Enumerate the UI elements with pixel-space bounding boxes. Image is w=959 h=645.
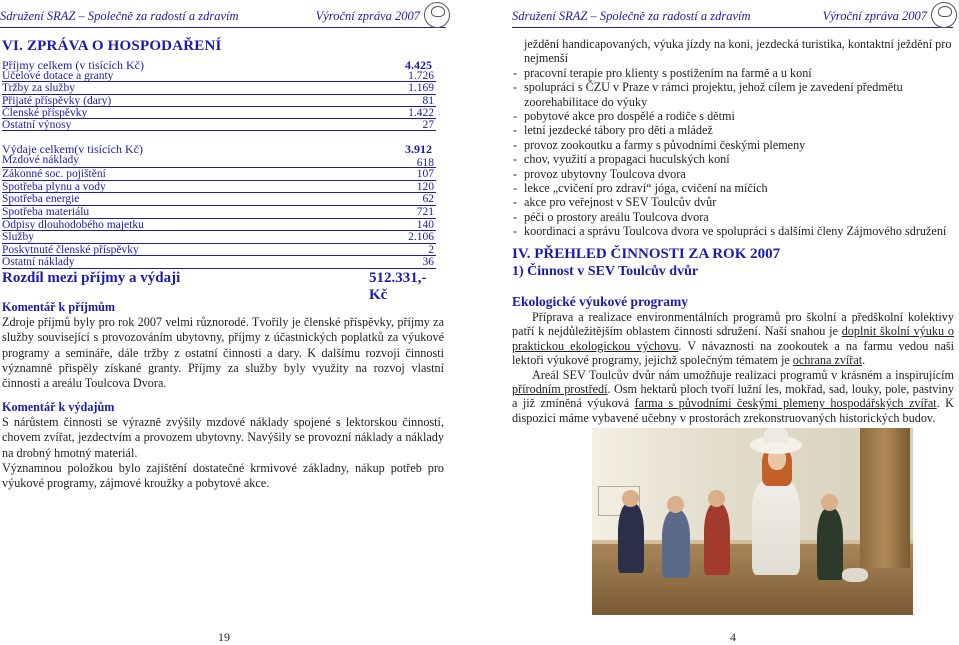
eko-programs-text — [512, 310, 954, 425]
income-total-value: 4.425 — [405, 58, 432, 72]
header-report: Výroční zpráva 2007 — [315, 9, 420, 23]
section-title: IV. PŘEHLED ČINNOSTI ZA ROK 2007 — [512, 246, 781, 262]
header-org: Sdružení SRAZ – Společně za radostí a zdravím — [0, 9, 239, 23]
page-header — [0, 6, 446, 28]
income-table — [2, 58, 436, 131]
list-item: - chov, využití a propagaci huculských koní — [512, 152, 954, 166]
sraz-logo — [424, 2, 450, 28]
difference-row — [2, 270, 442, 303]
table-row: Tržby za služby 1.169 — [2, 82, 434, 95]
expense-table — [2, 142, 436, 269]
table-row: Zákonné soc. pojištění 107 — [2, 168, 434, 181]
classroom-photo — [592, 428, 913, 615]
left-page — [0, 0, 480, 642]
list-item: - péči o prostory areálu Toulcova dvora — [512, 210, 954, 224]
income-comment-block — [2, 300, 444, 391]
income-comment-title: Komentář k příjmům — [2, 300, 116, 314]
table-row: Spotřeba energie 62 — [2, 193, 434, 206]
list-item: - provoz ubytovny Toulcova dvora — [512, 167, 954, 181]
paragraph-1: Příprava a realizace environmentálních programů pro školní a předškolní kolektivy patří k nejdůležitějším oblastem činnosti sdružení. Naší snahou je doplnit školní výuku o praktickou ekologickou výchovu. V návaznosti na zookoutek a na farmu vedou naši lektoři výukové programy, jejichž společným tématem je ochrana zvířat. — [512, 310, 954, 368]
section-title: VI. ZPRÁVA O HOSPODAŘENÍ — [2, 38, 222, 54]
list-item: - akce pro veřejnost v SEV Toulcův dvůr — [512, 195, 954, 209]
list-item: - lekce „cvičení pro zdraví“ jóga, cvičení na míčích — [512, 181, 954, 195]
expense-comment-1: S nárůstem činnosti se výrazně zvýšily mzdové náklady spojené s lektorskou činností, chovem zvířat, jezdectvím a provozem ubytovny. Navýšily se provozní náklady a náklady na drobný hmotný materiál. — [2, 415, 444, 460]
income-total-label: Příjmy celkem (v tisících Kč) — [2, 58, 144, 72]
table-row: Poskytnuté členské příspěvky 2 — [2, 243, 434, 256]
header-org: Sdružení SRAZ – Společně za radostí a zdravím — [512, 9, 751, 23]
income-comment: Zdroje příjmů byly pro rok 2007 velmi různorodé. Tvořily je členské příspěvky, příjmy za služby související s provozováním ubytovny, příjmy z účastnických poplatků za výukové programy a semináře, dále tržby z ostatní činnosti a dary. K dalšímu rozvoji činnosti významně přispěly získané granty. Příjmy za služby byly využity na rozvoj vlastní činnosti a areálu Toulcova Dvora. — [2, 315, 444, 391]
activity-list — [512, 37, 954, 239]
table-row: Mzdové náklady 618 — [2, 154, 434, 170]
difference-value: 512.331,- Kč — [369, 270, 427, 303]
table-row: Odpisy dlouhodobého majetku 140 — [2, 218, 434, 231]
subsection-title: 1) Činnost v SEV Toulcův dvůr — [512, 264, 699, 279]
list-item: - provoz zookoutku a farmy s původními českými plemeny — [512, 138, 954, 152]
expense-comment-2: Významnou položkou bylo zajištění dostatečné krmivové základny, nákup potřeb pro výukové programy, zájmové kroužky a pobytové akce. — [2, 460, 444, 491]
difference-label: Rozdíl mezi příjmy a výdaji — [2, 270, 181, 286]
eko-programs-title: Ekologické výukové programy — [512, 294, 689, 309]
page-number: 4 — [730, 630, 736, 644]
expense-comment-block — [2, 400, 444, 491]
page-header — [512, 6, 953, 28]
income-total-row — [2, 58, 436, 70]
table-row: Spotřeba plynu a vody 120 — [2, 180, 434, 193]
list-item: - letní jezdecké tábory pro děti a mládež — [512, 123, 954, 137]
list-item: - pobytové akce pro dospělé a rodiče s dětmi — [512, 109, 954, 123]
paragraph-2: Areál SEV Toulcův dvůr nám umožňuje realizaci programů v krásném a inspirujícím přírodním prostředí. Osm hektarů ploch tvoří lužní les, mokřad, sad, louky, pole, pastviny a již zmíněná výuková farma s původními českými plemeny hospodářských zvířat. K dispozici máme vybavené učebny v prostorách zrekonstruovaných historických budov. — [512, 367, 954, 425]
table-row: Přijaté příspěvky (dary) 81 — [2, 94, 434, 107]
list-item: ježdění handicapovaných, výuka jízdy na koni, jezdecká turistika, kontaktní ježdění pro nejmenší — [524, 37, 952, 66]
header-report: Výroční zpráva 2007 — [822, 9, 927, 23]
table-row: Služby 2.106 — [2, 231, 434, 244]
table-row: Členské příspěvky 1.422 — [2, 106, 434, 119]
expense-comment-title: Komentář k výdajům — [2, 400, 115, 414]
sraz-logo — [931, 2, 957, 28]
table-row: Účelové dotace a granty 1.726 — [2, 70, 434, 83]
page-number: 19 — [218, 630, 230, 644]
list-item: - koordinaci a správu Toulcova dvora ve spolupráci s dalšími členy Zájmového sdružení — [512, 224, 954, 238]
expense-total-row — [2, 142, 436, 154]
list-item: - spolupráci s ČZU v Praze v rámci projektu, jehož cílem je zavedení předmětu zoorehabilitace do výuky — [512, 80, 954, 109]
table-row: Spotřeba materiálu 721 — [2, 205, 434, 218]
expense-total-value: 3.912 — [405, 142, 432, 156]
expense-total-label: Výdaje celkem(v tisících Kč) — [2, 142, 143, 156]
list-item: - pracovní terapie pro klienty s postižením na farmě a u koní — [512, 66, 954, 80]
table-row: Ostatní výnosy 27 — [2, 118, 434, 131]
table-row: Ostatní náklady 36 — [2, 256, 434, 269]
